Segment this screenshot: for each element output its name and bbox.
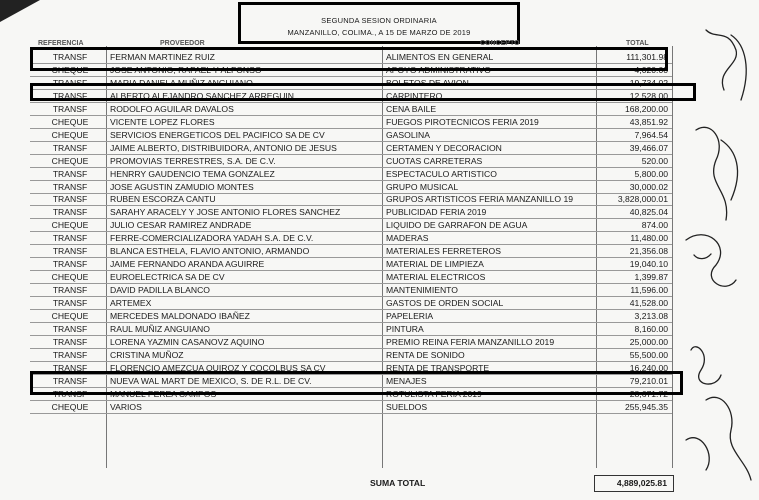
concept: MENAJES bbox=[386, 375, 427, 386]
amount: 55,500.00 bbox=[629, 349, 668, 360]
amount: 255,945.35 bbox=[624, 401, 668, 412]
payment-type: TRANSF bbox=[52, 77, 88, 88]
table-row bbox=[30, 310, 672, 323]
payment-type: TRANSF bbox=[52, 207, 88, 218]
concept: ESPECTACULO ARTISTICO bbox=[386, 168, 497, 179]
payment-type: CHEQUE bbox=[51, 220, 89, 231]
concept: GRUPOS ARTISTICOS FERIA MANZANILLO 19 bbox=[386, 194, 574, 205]
payment-type: TRANSF bbox=[52, 181, 88, 192]
concept: GASOLINA bbox=[386, 129, 430, 140]
table-row bbox=[30, 193, 672, 206]
document-header bbox=[238, 2, 520, 44]
concept: GASTOS DE ORDEN SOCIAL bbox=[386, 298, 504, 309]
payment-type: TRANSF bbox=[52, 142, 88, 153]
provider-name: JAIME FERNANDO ARANDA AGUIRRE bbox=[110, 259, 265, 270]
provider-name: FLORENCIO AMEZCUA QUIROZ Y COCOLBUS SA CV bbox=[110, 362, 326, 373]
concept: APOYO ADMINISTRATIVO bbox=[386, 64, 491, 75]
payment-type: TRANSF bbox=[52, 323, 88, 334]
provider-name: DAVID PADILLA BLANCO bbox=[110, 285, 210, 296]
concept: LIQUIDO DE GARRAFON DE AGUA bbox=[386, 220, 528, 231]
table-row bbox=[30, 206, 672, 219]
table-row bbox=[30, 258, 672, 271]
table-row bbox=[30, 168, 672, 181]
col-provider: PROVEEDOR bbox=[160, 40, 205, 47]
amount: 41,528.00 bbox=[629, 298, 668, 309]
payment-type: TRANSF bbox=[52, 375, 88, 386]
amount: 3,213.08 bbox=[634, 311, 668, 321]
amount: 39,466.07 bbox=[629, 142, 668, 153]
session-date: MANZANILLO, COLIMA., A 15 DE MARZO DE 2019 bbox=[287, 28, 471, 37]
concept: MATERIAL ELECTRICOS bbox=[386, 272, 486, 283]
payment-type: TRANSF bbox=[52, 388, 88, 399]
table-row bbox=[30, 401, 672, 414]
provider-name: RODOLFO AGUILAR DAVALOS bbox=[110, 103, 234, 114]
table-row bbox=[30, 323, 672, 336]
provider-name: ALBERTO ALEJANDRO SANCHEZ ARREGUIN bbox=[110, 90, 295, 101]
amount: 4,020.00 bbox=[634, 64, 668, 75]
payment-type: TRANSF bbox=[52, 336, 88, 347]
concept: RENTA DE SONIDO bbox=[386, 349, 465, 360]
amount: 520.00 bbox=[641, 155, 668, 166]
concept: PUBLICIDAD FERIA 2019 bbox=[386, 207, 487, 218]
provider-name: BLANCA ESTHELA, FLAVIO ANTONIO, ARMANDO bbox=[110, 246, 310, 257]
amount: 43,851.92 bbox=[629, 116, 668, 127]
amount: 16,240.00 bbox=[629, 362, 668, 373]
concept: MANTENIMIENTO bbox=[386, 285, 458, 296]
payment-type: CHEQUE bbox=[51, 155, 89, 166]
provider-name: CRISTINA MUÑOZ bbox=[110, 349, 184, 360]
col-ref: REFERENCIA bbox=[38, 40, 84, 47]
amount: 1,399.87 bbox=[634, 272, 668, 283]
amount: 11,596.00 bbox=[630, 285, 668, 296]
amount: 11,480.00 bbox=[630, 233, 668, 244]
highlight-box bbox=[30, 47, 668, 71]
concept: FUEGOS PIROTECNICOS FERIA 2019 bbox=[386, 116, 539, 127]
concept: BOLETOS DE AVION bbox=[386, 77, 469, 88]
provider-name: RAUL MUÑIZ ANGUIANO bbox=[110, 323, 210, 334]
provider-name: SERVICIOS ENERGETICOS DEL PACIFICO SA DE CV bbox=[110, 129, 325, 140]
table-row bbox=[30, 245, 672, 258]
amount: 8,160.00 bbox=[634, 323, 668, 334]
amount: 25,000.00 bbox=[629, 336, 668, 347]
concept: PINTURA bbox=[386, 323, 424, 334]
payment-type: CHEQUE bbox=[51, 401, 89, 412]
table-row bbox=[30, 284, 672, 297]
concept: MADERAS bbox=[386, 233, 429, 244]
amount: 21,356.08 bbox=[629, 246, 668, 257]
payment-type: TRANSF bbox=[52, 362, 88, 373]
provider-name: PROMOVIAS TERRESTRES, S.A. DE C.V. bbox=[110, 155, 276, 166]
concept: MATERIAL DE LIMPIEZA bbox=[386, 259, 484, 270]
concept: CARPINTERO bbox=[386, 90, 443, 101]
concept: MATERIALES FERRETEROS bbox=[386, 246, 501, 257]
payment-type: TRANSF bbox=[52, 298, 88, 309]
provider-name: HENRRY GAUDENCIO TEMA GONZALEZ bbox=[110, 168, 275, 179]
amount: 19,040.10 bbox=[629, 259, 668, 270]
payment-type: CHEQUE bbox=[51, 116, 89, 127]
handwritten-signature bbox=[676, 10, 759, 500]
provider-name: VARIOS bbox=[110, 401, 142, 412]
provider-name: FERRE-COMERCIALIZADORA YADAH S.A. DE C.V. bbox=[110, 233, 314, 244]
table-row bbox=[30, 336, 672, 349]
payment-type: TRANSF bbox=[52, 285, 88, 296]
highlight-box bbox=[30, 371, 683, 395]
amount: 5,800.00 bbox=[634, 168, 668, 179]
payment-type: CHEQUE bbox=[51, 311, 89, 321]
amount: 40,825.04 bbox=[629, 207, 668, 218]
table-row bbox=[30, 232, 672, 245]
amount: 168,200.00 bbox=[624, 103, 668, 114]
table-row bbox=[30, 142, 672, 155]
provider-name: EUROELECTRICA SA DE CV bbox=[110, 272, 225, 283]
highlight-box bbox=[30, 83, 696, 101]
col-concept: CONCEPTO bbox=[480, 40, 520, 47]
table-row bbox=[30, 271, 672, 284]
payment-type: TRANSF bbox=[52, 246, 88, 257]
provider-name: NUEVA WAL MART DE MEXICO, S. DE R.L. DE CV. bbox=[110, 375, 312, 386]
payment-type: CHEQUE bbox=[51, 129, 89, 140]
payment-type: TRANSF bbox=[52, 90, 88, 101]
provider-name: VICENTE LOPEZ FLORES bbox=[110, 116, 215, 127]
amount: 19,734.02 bbox=[629, 77, 668, 88]
concept: PREMIO REINA FERIA MANZANILLO 2019 bbox=[386, 336, 555, 347]
provider-name: SARAHY ARACELY Y JOSE ANTONIO FLORES SANCHEZ bbox=[110, 207, 341, 218]
payment-type: TRANSF bbox=[52, 349, 88, 360]
amount: 79,210.01 bbox=[629, 375, 668, 386]
col-total: TOTAL bbox=[626, 40, 649, 47]
provider-name: LORENA YAZMIN CASANOVZ AQUINO bbox=[110, 336, 265, 347]
concept: SUELDOS bbox=[386, 401, 428, 412]
payment-type: TRANSF bbox=[52, 194, 88, 205]
payment-type: CHEQUE bbox=[51, 64, 89, 75]
table-row bbox=[30, 116, 672, 129]
provider-name: RUBEN ESCORZA CANTU bbox=[110, 194, 216, 205]
session-title: SEGUNDA SESION ORDINARIA bbox=[321, 16, 437, 25]
payment-type: TRANSF bbox=[52, 52, 88, 62]
provider-name: JOSE ANTONIO, RAFAEL Y ALFONSO bbox=[110, 64, 262, 75]
concept: PAPELERIA bbox=[386, 311, 434, 321]
table-row bbox=[30, 103, 672, 116]
concept: RENTA DE TRANSPORTE bbox=[386, 362, 490, 373]
table-row bbox=[30, 349, 672, 362]
table-row bbox=[30, 181, 672, 194]
payment-type: TRANSF bbox=[52, 168, 88, 179]
amount: 12,528.00 bbox=[629, 90, 668, 101]
provider-name: FERMAN MARTINEZ RUIZ bbox=[110, 52, 215, 62]
amount: 3,828,000.01 bbox=[617, 194, 668, 205]
row-divider bbox=[30, 413, 672, 414]
provider-name: ARTEMEX bbox=[110, 298, 152, 309]
concept: ALIMENTOS EN GENERAL bbox=[386, 52, 494, 62]
payment-type: TRANSF bbox=[52, 233, 88, 244]
amount: 7,964.54 bbox=[634, 129, 668, 140]
provider-name: MANUEL PEREA CAMPOS bbox=[110, 388, 217, 399]
concept: CERTAMEN Y DECORACION bbox=[386, 142, 502, 153]
concept: GRUPO MUSICAL bbox=[386, 181, 459, 192]
summary-label: SUMA TOTAL bbox=[370, 478, 426, 488]
amount: 28,671.72 bbox=[629, 388, 668, 399]
payment-type: CHEQUE bbox=[51, 272, 89, 283]
table-row bbox=[30, 219, 672, 232]
amount: 30,000.02 bbox=[629, 181, 668, 192]
provider-name: JULIO CESAR RAMIREZ ANDRADE bbox=[110, 220, 252, 231]
summary-row bbox=[0, 475, 759, 495]
table-row bbox=[30, 297, 672, 310]
table-row bbox=[30, 155, 672, 168]
provider-name: JOSE AGUSTIN ZAMUDIO MONTES bbox=[110, 181, 254, 192]
summary-value: 4,889,025.81 bbox=[594, 475, 674, 492]
payment-type: TRANSF bbox=[52, 259, 88, 270]
payment-type: TRANSF bbox=[52, 103, 88, 114]
provider-name: JAIME ALBERTO, DISTRIBUIDORA, ANTONIO DE JESUS bbox=[110, 142, 337, 153]
concept: CUOTAS CARRETERAS bbox=[386, 155, 483, 166]
provider-name: MERCEDES MALDONADO IBAÑEZ bbox=[110, 311, 250, 321]
amount: 111,301.98 bbox=[626, 52, 668, 62]
concept: ROTULISTA FERIA 2019 bbox=[386, 388, 482, 399]
table-row bbox=[30, 129, 672, 142]
provider-name: MARIA DANIELA MUÑIZ ANGUIANO bbox=[110, 77, 253, 88]
column-divider bbox=[672, 46, 673, 468]
amount: 874.00 bbox=[641, 220, 668, 231]
concept: CENA BAILE bbox=[386, 103, 437, 114]
scan-shadow bbox=[0, 0, 40, 22]
